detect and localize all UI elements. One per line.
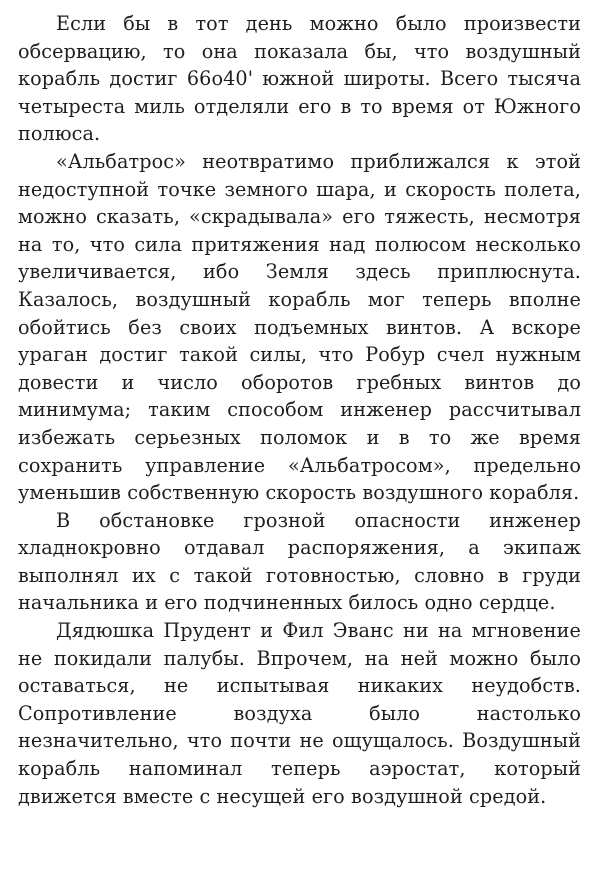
paragraph: Если бы в тот день можно было произвести обсервацию, то она показала бы, что воздушный корабль достиг 66о40' южной широты. Всего тысяча четыреста миль отделяли его в то время от Южного полюса. xyxy=(18,12,581,146)
paragraph: «Альбатрос» неотвратимо приближался к этой недоступной точке земного шара, и скорость полета, можно сказать, «скрадывала» его тяжесть, несмотря на то, что сила притяжения над полюсом несколько увеличивается, ибо Земля здесь приплюснута. Казалось, воздушный корабль мог теперь вполне обойтись без своих подъемных винтов. А вскоре ураган достиг такой силы, что Робур счел нужным довести и число оборотов гребных винтов до минимума; таким способом инженер рассчитывал избежать серьезных поломок и в то же время сохранить управление «Альбатросом», предельно уменьшив собственную скорость воздушного корабля. xyxy=(18,149,581,505)
document-page xyxy=(18,10,581,810)
paragraph: Дядюшка Прудент и Фил Эванс ни на мгновение не покидали палубы. Впрочем, на ней можно было оставаться, не испытывая никаких неудобств. Сопротивление воздуха было настолько незначительно, что почти не ощущалось. Воздушный корабль напоминал теперь аэростат, который движется вместе с несущей его воздушной средой. xyxy=(18,619,581,808)
paragraph: В обстановке грозной опасности инженер хладнокровно отдавал распоряжения, а экипаж выполнял их с такой готовностью, словно в груди начальника и его подчиненных билось одно сердце. xyxy=(18,508,581,615)
